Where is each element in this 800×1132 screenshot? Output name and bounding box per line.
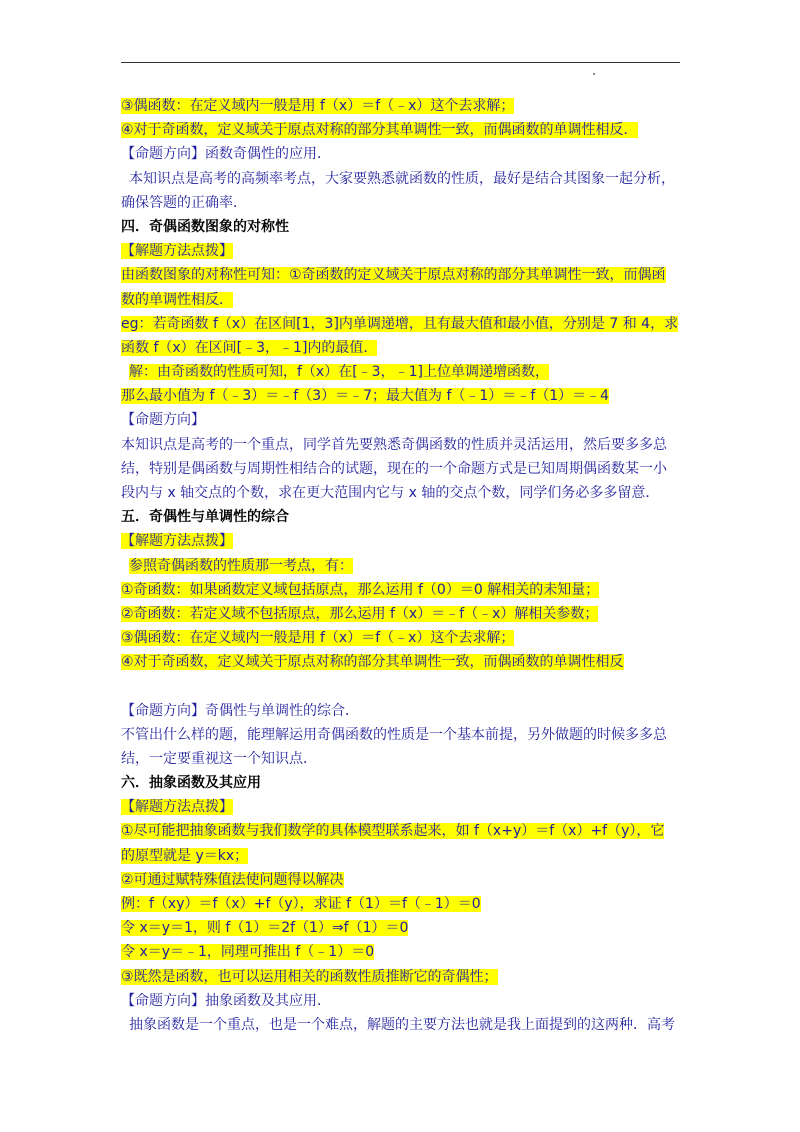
- line-text: 【命题方向】抽象函数及其应用．: [121, 992, 331, 1009]
- line-text: eg：若奇函数 f（x）在区间[1，3]内单调递增，且有最大值和最小值，分别是 7 和 4，求: [121, 315, 679, 332]
- line-text: 【解题方法点拨】: [121, 533, 233, 550]
- text-line: [121, 650, 682, 674]
- text-line: [121, 312, 682, 336]
- line-text: 六．抽象函数及其应用: [121, 775, 261, 792]
- text-line: [121, 940, 682, 964]
- text-line: [121, 819, 682, 843]
- line-text: ①尽可能把抽象函数与我们数学的具体模型联系起来，如 f（x+y）＝f（x）+f（y），它: [121, 823, 665, 840]
- text-line: [121, 989, 682, 1013]
- line-text: 解：由奇函数的性质可知，f（x）在[﹣3，﹣1]上位单调递增函数，: [129, 364, 549, 381]
- line-text: ③偶函数：在定义域内一般是用 f（x）＝f（﹣x）这个去求解；: [121, 630, 515, 647]
- text-line: [121, 118, 682, 142]
- line-text: 令 x＝y＝﹣1，同理可推出 f（﹣1）＝0: [121, 944, 375, 961]
- text-line: [121, 723, 682, 747]
- text-line: [121, 916, 682, 940]
- line-text: 的原型就是 y＝kx；: [121, 847, 249, 864]
- line-text: 四．奇偶函数图象的对称性: [121, 218, 289, 235]
- text-line: [121, 868, 682, 892]
- line-text: 【解题方法点拨】: [121, 799, 233, 816]
- line-text: ④对于奇函数，定义域关于原点对称的部分其单调性一致，而偶函数的单调性相反: [121, 654, 624, 671]
- text-line: [121, 529, 682, 553]
- blank-line: [121, 675, 682, 699]
- section-heading: [121, 215, 682, 239]
- text-line: [121, 384, 682, 408]
- section-heading: [121, 505, 682, 529]
- text-line: [121, 433, 682, 457]
- line-text: 确保答题的正确率．: [121, 194, 247, 211]
- line-text: 结，一定要重视这一个知识点．: [121, 750, 317, 767]
- text-line: [121, 481, 682, 505]
- text-line: [121, 795, 682, 819]
- text-line: [121, 892, 682, 916]
- text-line: [121, 142, 682, 166]
- line-text: 函数 f（x）在区间[﹣3，﹣1]内的最值．: [121, 339, 378, 356]
- line-text: 段内与 x 轴交点的个数，求在更大范围内它与 x 轴的交点个数，同学们务必多多留意．: [121, 485, 660, 501]
- line-text: 五．奇偶性与单调性的综合: [121, 509, 289, 526]
- line-text: 由函数图象的对称性可知：①奇函数的定义域关于原点对称的部分其单调性一致，而偶函: [121, 267, 666, 284]
- text-line: [121, 844, 682, 868]
- line-text: 那么最小值为 f（﹣3）＝﹣f（3）＝﹣7；最大值为 f（﹣1）＝﹣f（1）＝﹣4: [121, 388, 610, 405]
- header-rule: [121, 62, 680, 63]
- line-text: ③既然是函数，也可以运用相关的函数性质推断它的奇偶性；: [121, 968, 498, 985]
- text-line: [121, 408, 682, 432]
- text-line: [121, 167, 682, 191]
- text-line: [121, 457, 682, 481]
- line-text: ①奇函数：如果函数定义域包括原点，那么运用 f（0）＝0 解相关的未知量；: [121, 581, 600, 598]
- text-line: [121, 263, 682, 287]
- document-body: [121, 94, 682, 1037]
- line-text: 【命题方向】奇偶性与单调性的综合．: [121, 702, 359, 719]
- line-text: 本知识点是高考的一个重点，同学首先要熟悉奇偶函数的性质并灵活运用，然后要多多总: [121, 436, 667, 453]
- line-text: 结，特别是偶函数与周期性相结合的试题，现在的一个命题方式是已知周期偶函数某一小: [121, 460, 667, 477]
- line-text: ④对于奇函数，定义域关于原点对称的部分其单调性一致，而偶函数的单调性相反．: [121, 122, 638, 139]
- text-line: [121, 578, 682, 602]
- text-line: [121, 965, 682, 989]
- text-line: [121, 288, 682, 312]
- text-line: [121, 336, 682, 360]
- line-text: 抽象函数是一个重点，也是一个难点，解题的主要方法也就是我上面提到的这两种．高考: [129, 1016, 675, 1033]
- text-line: [121, 1013, 682, 1037]
- line-text: 本知识点是高考的高频率考点，大家要熟悉就函数的性质，最好是结合其图象一起分析，: [129, 170, 675, 187]
- header-dot: [593, 73, 595, 75]
- text-line: [121, 239, 682, 263]
- text-line: [121, 191, 682, 215]
- line-text: 例：f（xy）＝f（x）+f（y），求证 f（1）＝f（﹣1）＝0: [121, 896, 481, 912]
- text-line: [121, 602, 682, 626]
- text-line: [121, 360, 682, 384]
- section-heading: [121, 771, 682, 795]
- line-text: ②可通过赋特殊值法使问题得以解决: [121, 871, 344, 888]
- line-text: 【解题方法点拨】: [121, 243, 233, 260]
- text-line: [121, 94, 682, 118]
- line-text: 参照奇偶函数的性质那一考点，有：: [129, 557, 353, 574]
- line-text: 【命题方向】: [121, 412, 205, 429]
- text-line: [121, 554, 682, 578]
- line-text: 【命题方向】函数奇偶性的应用．: [121, 146, 331, 163]
- line-text: ③偶函数：在定义域内一般是用 f（x）＝f（﹣x）这个去求解；: [121, 98, 515, 114]
- text-line: [121, 699, 682, 723]
- line-text: ②奇函数：若定义域不包括原点，那么运用 f（x）＝﹣f（﹣x）解相关参数；: [121, 605, 599, 622]
- text-line: [121, 747, 682, 771]
- line-text: 不管出什么样的题，能理解运用奇偶函数的性质是一个基本前提，另外做题的时候多多总: [121, 726, 667, 743]
- text-line: [121, 626, 682, 650]
- line-text: 数的单调性相反．: [121, 291, 233, 308]
- line-text: 令 x＝y＝1，则 f（1）＝2f（1）⇒f（1）＝0: [121, 920, 409, 937]
